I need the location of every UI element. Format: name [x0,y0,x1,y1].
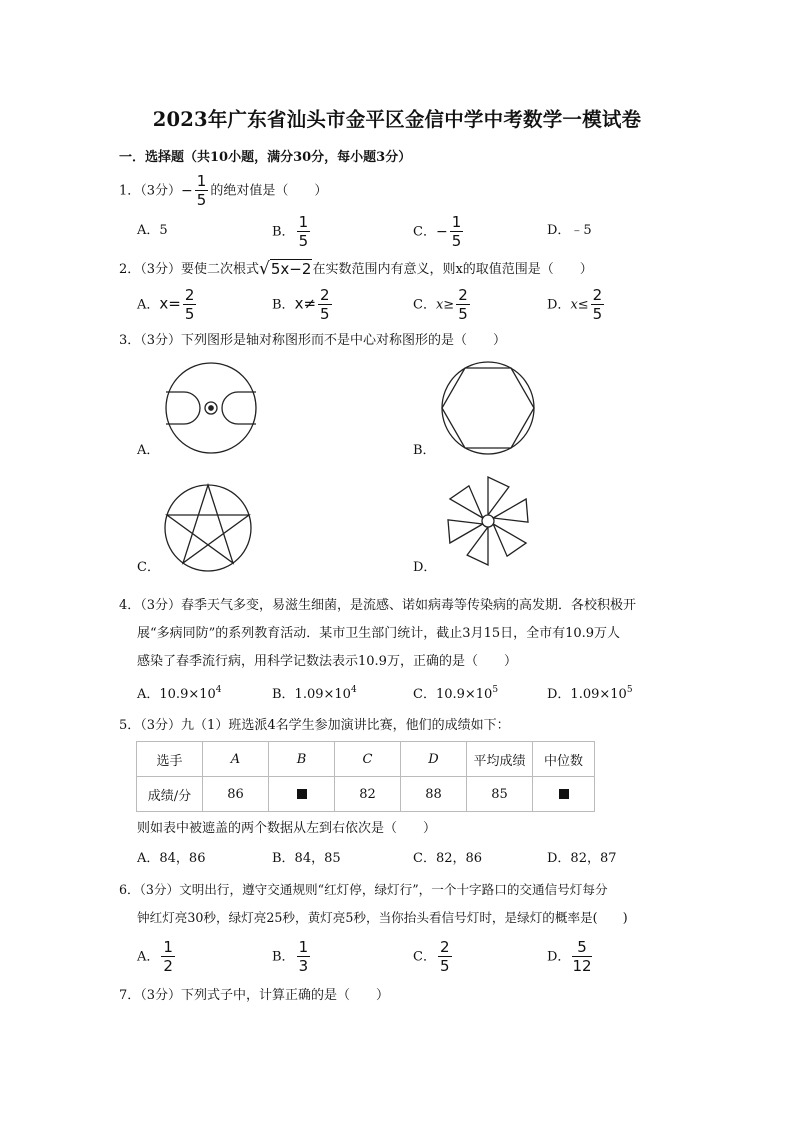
figure-c-star-in-circle[interactable] [165,485,251,571]
q1-numerator: 1 [196,172,207,190]
option-label: C． [413,224,436,240]
question-4-line-1: 4．（3分）春季天气多变，易滋生细菌，是流感、诺如病毒等传染病的高发期．各校积极开 [119,598,637,613]
table-header-cell: 选手 [137,742,203,777]
q1-option-d[interactable]: D．﹣5 [547,223,592,238]
denominator: 5 [320,305,330,323]
numerator: 1 [451,213,462,231]
q4-option-c[interactable] [413,685,499,702]
q6-option-c[interactable] [413,940,454,974]
numerator: 1 [298,938,309,956]
denominator: 5 [458,305,468,323]
option-label: B． [272,224,295,240]
q4-option-b[interactable] [272,685,357,702]
numerator: 5 [572,940,591,957]
scores-table [136,741,595,812]
option-label: C． [413,297,436,313]
question-5-after: 则如表中被遮盖的两个数据从左到右依次是（ ） [137,821,437,836]
q4-option-a[interactable] [137,685,222,702]
question-4-line-3: 感染了春季流行病，用科学记数法表示10.9万，正确的是（ ） [137,654,517,669]
q1-denominator: 5 [196,191,207,209]
table-cell: 成绩/分 [137,777,203,812]
table-header-cell: 中位数 [533,742,595,777]
question-6-line-1: 6．（3分）文明出行，遵守交通规则“红灯停，绿灯行”，一个十字路口的交通信号灯每分 [119,882,608,897]
q6-d-fraction [572,940,591,974]
option-text: B．1.09×10 [272,687,351,702]
option-label: D． [547,949,571,965]
numerator: 1 [163,938,173,956]
q6-option-b[interactable] [272,940,312,974]
q3-option-c[interactable]: C． [137,560,160,575]
table-header-cell: 平均成绩 [467,742,533,777]
q6-a-fraction [161,940,175,974]
pinwheel-blade [493,499,528,522]
q5-option-c[interactable]: C．82，86 [413,851,483,866]
option-text: A．10.9×10 [137,687,216,702]
denominator: 2 [163,957,173,975]
q1-option-a[interactable]: A．5 [137,223,168,238]
question-6-line-2: 钟红灯亮30秒，绿灯亮25秒，黄灯亮5秒，当你抬头看信号灯时，是绿灯的概率是( ) [137,910,628,925]
q1-suffix: 的绝对值是（ ） [210,183,328,199]
denominator: 12 [572,957,592,975]
option-expr: x≠ [294,294,317,313]
denominator: 5 [298,232,309,250]
table-cell: 86 [203,777,269,812]
numerator: 2 [320,286,330,304]
exponent: 4 [215,685,222,695]
q2-prefix: 2．（3分）要使二次根式 [119,262,260,277]
q3-option-a[interactable]: A． [137,443,160,458]
option-text: D．1.09×10 [547,687,627,702]
numerator: 2 [458,286,468,304]
table-cell: 85 [467,777,533,812]
exponent: 5 [492,685,499,695]
q6-option-a[interactable] [137,940,177,974]
table-cell-covered [533,777,595,812]
q6-option-d[interactable] [547,940,594,974]
section-heading: 一．选择题（共10小题，满分30分，每小题3分） [119,150,412,165]
pinwheel-blade [448,520,483,543]
cover-square-icon [297,789,307,799]
q2-suffix: 在实数范围内有意义，则x的取值范围是（ ） [312,262,593,277]
option-label: A． [137,949,160,965]
table-header-cell: A [203,742,269,777]
q5-option-b[interactable]: B．84，85 [272,851,341,866]
figure-a-circle-cutouts[interactable] [166,363,256,453]
q4-option-d[interactable] [547,685,633,702]
radical-sign: √ [259,259,270,279]
q5-option-a[interactable]: A．84，86 [137,851,206,866]
option-label: B． [272,297,295,313]
pinwheel-hub [482,515,494,527]
table-header-cell: B [269,742,335,777]
table-cell: 88 [401,777,467,812]
question-5: 5．（3分）九（1）班选派4名学生参加演讲比赛，他们的成绩如下： [119,718,510,733]
numerator: 2 [184,286,195,304]
exponent: 5 [626,685,633,695]
pinwheel-blade [488,477,509,515]
table-header-cell: D [401,742,467,777]
question-4-line-2: 展“多病同防”的系列教育活动．某市卫生部门统计，截止3月15日，全市有10.9万人 [137,626,621,641]
option-label: C． [413,949,436,965]
figure-b-hexagon-in-circle[interactable] [442,362,534,454]
numerator: 1 [298,213,309,231]
q3-option-d[interactable]: D． [413,560,437,575]
option-label: D． [547,297,571,313]
q6-b-fraction [297,940,311,974]
denominator: 5 [439,957,450,975]
cover-square-icon [559,789,569,799]
option-expr: x≤ [570,297,589,313]
option-expr: x= [159,294,181,313]
pinwheel-blade [493,524,526,556]
pinwheel-blade [450,486,483,518]
question-3: 3．（3分）下列图形是轴对称图形而不是中心对称图形的是（ ） [119,333,507,348]
q1-prefix: 1．（3分） [119,183,182,199]
pinwheel-blade [467,527,488,565]
q6-c-fraction [438,940,452,974]
table-cell-covered [269,777,335,812]
table-row [137,777,595,812]
figure-d-pinwheel[interactable] [448,477,528,565]
radicand: 5x−2 [270,260,312,278]
denominator: 5 [451,232,462,250]
q3-option-b[interactable]: B． [413,443,436,458]
option-text: C．10.9×10 [413,687,493,702]
minus-sign: − [181,183,193,199]
denominator: 3 [298,957,309,975]
q5-option-d[interactable]: D．82，87 [547,851,617,866]
table-row [137,742,595,777]
option-label: A． [137,297,160,313]
table-header-cell: C [335,742,401,777]
option-label: B． [272,949,295,965]
numerator: 2 [592,286,603,304]
page-title: 2023年广东省汕头市金平区金信中学中考数学一模试卷 [152,108,642,131]
minus-sign: − [435,224,448,240]
denominator: 5 [592,305,603,323]
numerator: 2 [439,938,450,956]
table-cell: 82 [335,777,401,812]
exponent: 4 [350,685,357,695]
question-7: 7．（3分）下列式子中，计算正确的是（ ） [119,988,390,1003]
denominator: 5 [184,305,195,323]
option-expr: x≥ [435,297,455,313]
